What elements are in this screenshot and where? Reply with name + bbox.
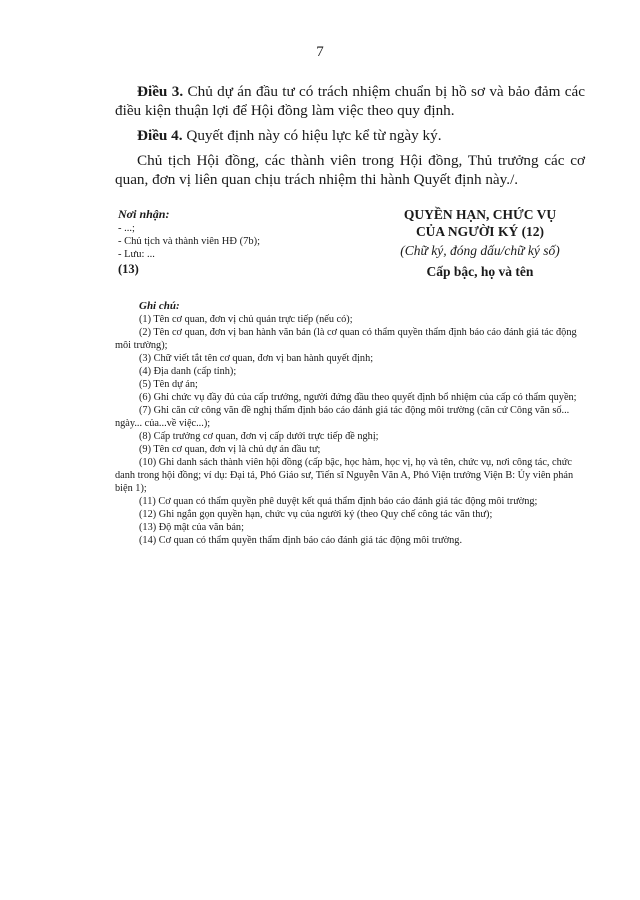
note-item: (14) Cơ quan có thẩm quyền thẩm định báo cáo đánh giá tác động môi trường. (139, 535, 463, 546)
signer-authority: CỦA NGƯỜI KÝ (12) (415, 224, 545, 239)
recipient-line: - Lưu: ... (118, 249, 155, 260)
article-3 (115, 82, 585, 120)
recipient-line: - Chủ tịch và thành viên HĐ (7b); (118, 236, 261, 247)
recipients-code: (13) (118, 262, 139, 276)
note-item: (11) Cơ quan có thẩm quyền phê duyệt kết quả thẩm định báo cáo đánh giá tác động môi trường; (139, 496, 538, 507)
note-item: (6) Ghi chức vụ đầy đủ của cấp trưởng, người đứng đầu theo quyết định bổ nhiệm của cấp có thẩm quyền; (139, 392, 577, 403)
decision-articles (115, 82, 585, 195)
note-item: (10) Ghi danh sách thành viên hội đồng (cấp bậc, học hàm, học vị, họ và tên, chức vụ, nơi công tác, chức danh trong hội đồng; ví dụ: Đại tá, Phó Giáo sư, Tiến sĩ Nguyễn Văn A, Phó Viện trưởng Viện B: Ủy viên phản biện 1); (115, 457, 574, 494)
article-text: Chủ tịch Hội đồng, các thành viên trong Hội đồng, Thủ trưởng các cơ quan, đơn vị liên quan chịu trách nhiệm thi hành Quyết định này./. (115, 152, 585, 188)
note-item: (3) Chữ viết tắt tên cơ quan, đơn vị ban hành quyết định; (139, 353, 374, 364)
note-item: (5) Tên dự án; (139, 379, 198, 390)
note-item: (1) Tên cơ quan, đơn vị chủ quản trực tiếp (nếu có); (139, 314, 353, 325)
page-number: 7 (316, 44, 324, 60)
note-item: (4) Địa danh (cấp tỉnh); (139, 366, 237, 377)
notes-title: Ghi chú: (139, 300, 180, 312)
article-label: Điều 4. (137, 127, 183, 144)
signer-rank-name: Cấp bậc, họ và tên (426, 264, 534, 279)
article-text: Quyết định này có hiệu lực kể từ ngày ký. (182, 127, 442, 144)
recipient-line: - ...; (118, 223, 135, 234)
note-item: (13) Độ mật của văn bản; (139, 522, 244, 533)
signature-note: (Chữ ký, đóng dấu/chữ ký số) (400, 243, 560, 258)
article-label: Điều 3. (137, 83, 184, 100)
article-4 (115, 126, 585, 145)
note-item: (2) Tên cơ quan, đơn vị ban hành văn bản (là cơ quan có thẩm quyền thẩm định báo cáo đánh giá tác động môi trường); (115, 327, 577, 351)
notes-block (115, 300, 585, 547)
note-item: (7) Ghi căn cứ công văn đề nghị thẩm định báo cáo đánh giá tác động môi trường (căn cứ Công văn số... ngày... của...về việc...); (115, 405, 570, 429)
note-item: (12) Ghi ngắn gọn quyền hạn, chức vụ của người ký (theo Quy chế công tác văn thư); (139, 509, 493, 520)
signature-block (360, 206, 600, 280)
note-item: (9) Tên cơ quan, đơn vị là chủ dự án đầu tư; (139, 444, 321, 455)
note-item: (8) Cấp trưởng cơ quan, đơn vị cấp dưới trực tiếp đề nghị; (139, 431, 379, 442)
signer-authority: QUYỀN HẠN, CHỨC VỤ (403, 207, 557, 222)
recipients-block (118, 208, 318, 276)
recipients-title: Nơi nhận: (118, 207, 170, 221)
article-text: Chủ dự án đầu tư có trách nhiệm chuẩn bị hồ sơ và bảo đảm các điều kiện thuận lợi để Hội đồng làm việc theo quy định. (115, 83, 585, 119)
execution-clause (115, 151, 585, 189)
